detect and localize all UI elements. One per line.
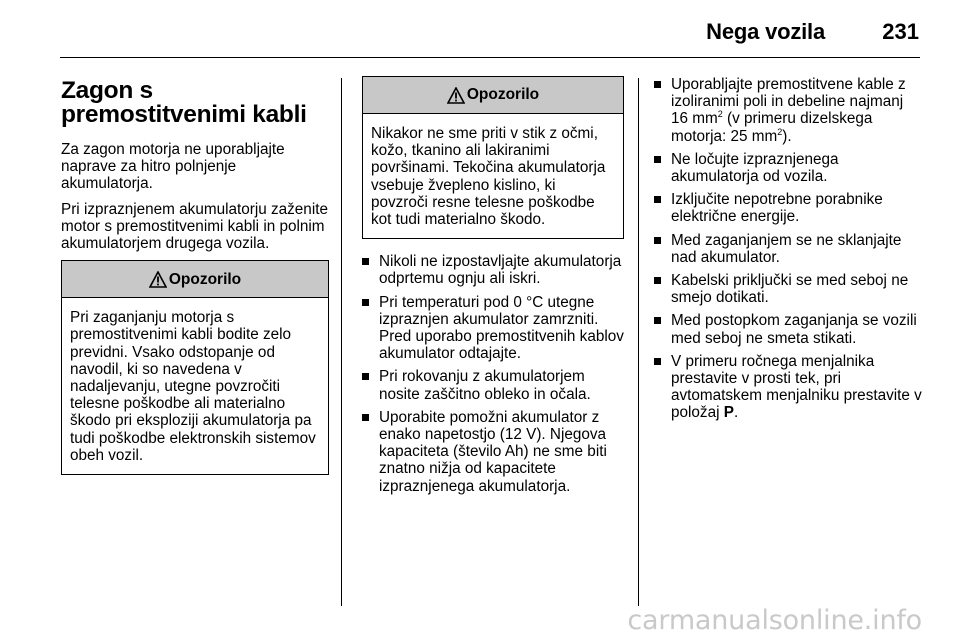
bullet-square-icon (654, 237, 661, 244)
column-left (61, 79, 329, 475)
warning-triangle-icon (447, 87, 465, 104)
bullet-list (654, 76, 924, 422)
bullet-square-icon (362, 299, 369, 306)
warning-text: Pri zaganjanju motorja s premostitvenimi kabli bodite zelo previdni. Vsako odstopanje od navodil, ki so navedena v nadaljevanju, utegne povzročiti telesne poškodbe ali materialno škodo pri eksploziji akumulatorja pa tudi poškodbe elektronskih sistemov obeh vozil. (70, 309, 316, 464)
bullet-square-icon (654, 317, 661, 324)
warning-box (362, 76, 624, 239)
list-item (654, 191, 924, 225)
page-number: 231 (882, 19, 919, 44)
page-header (0, 0, 960, 58)
title-line-1: Zagon s (61, 77, 153, 104)
list-item-text: Med zaganjanjem se ne sklanjajte nad akumulator. (671, 231, 902, 266)
warning-label: Opozorilo (466, 86, 540, 104)
list-item (654, 76, 924, 145)
column-divider-1 (341, 78, 342, 606)
list-item (654, 353, 924, 422)
header-divider (60, 57, 920, 58)
bullet-square-icon (654, 196, 661, 203)
list-item-text: Pri rokovanju z akumulatorjem nosite zaščitno obleko in očala. (379, 368, 591, 403)
list-item (654, 232, 924, 266)
paragraph-instruction: Pri izpraznjenem akumulatorju zaženite motor s premostitvenimi kabli in polnim akumulatorjem drugega vozila. (61, 200, 328, 253)
column-middle (362, 76, 624, 501)
warning-box (61, 260, 329, 475)
warning-header (363, 77, 623, 114)
list-item-text: Ne ločujte izpraznjenega akumulatorja od vozila. (671, 150, 839, 186)
bullet-square-icon (362, 414, 369, 421)
list-item (362, 294, 624, 363)
superscript: 2 (777, 126, 783, 137)
cable-spec-text-3: ). (782, 127, 792, 145)
warning-header (62, 261, 328, 298)
list-item-text: Pri temperaturi pod 0 °C utegne izpraznjen akumulator zamrzniti. Pred uporabo premostitvenih kablov akumulator odtajajte. (379, 293, 624, 363)
paragraph-intro: Za zagon motorja ne uporabljajte naprave za hitro polnjenje akumulatorja. (61, 141, 285, 193)
bullet-square-icon (654, 156, 661, 163)
list-item (654, 272, 924, 306)
bullet-list (362, 253, 624, 495)
list-item (362, 368, 624, 402)
list-item-text: Kabelski priključki se med seboj ne smejo dotikati. (671, 272, 909, 307)
bullet-square-icon (654, 81, 661, 88)
bullet-square-icon (362, 373, 369, 380)
list-item-text: V primeru ročnega menjalnika prestavite v prosti tek, pri avtomatskem menjalniku prestavite v položaj (671, 352, 922, 422)
watermark: carmanualsonline.info (627, 605, 922, 636)
bullet-square-icon (362, 258, 369, 265)
warning-text: Nikakor ne sme priti v stik z očmi, kožo, tkanino ali lakiranimi površinami. Tekočina akumulatorja vsebuje žvepleno kislino, ki povzroči resne telesne poškodbe kot tudi materialno škodo. (371, 125, 606, 229)
warning-label: Opozorilo (168, 270, 242, 288)
column-right (654, 76, 924, 428)
bullet-square-icon (654, 358, 661, 365)
list-item (362, 253, 624, 287)
list-item-text: Uporabite pomožni akumulator z enako napetostjo (12 V). Njegova kapaciteta (število Ah) ne sme biti znatno nižja od kapacitete izpraznjenega akumulatorja. (379, 408, 607, 495)
cable-spec-text-2: (v primeru dizelskega motorja: 25 mm (671, 110, 873, 145)
list-item-text: Izključite nepotrebne porabnike električne energije. (671, 191, 883, 226)
list-item-text: Nikoli ne izpostavljajte akumulatorja odprtemu ognju ali iskri. (379, 253, 622, 288)
bullet-square-icon (654, 277, 661, 284)
cable-spec-text: Uporabljajte premostitvene kable z izoliranimi poli in debeline najmanj 16 mm (671, 76, 906, 128)
page-title (61, 79, 329, 127)
list-item (362, 409, 624, 495)
section-title: Nega vozila (706, 19, 825, 44)
list-item (654, 151, 924, 185)
column-divider-2 (638, 78, 639, 606)
list-item (654, 312, 924, 346)
list-item-text: Med postopkom zaganjanja se vozili med seboj ne smeta stikati. (671, 312, 917, 347)
warning-triangle-icon (149, 271, 167, 288)
superscript: 2 (717, 109, 723, 120)
title-line-2: premostitvenimi kabli (61, 101, 307, 128)
gear-position-p: P (723, 404, 734, 422)
list-item-end: . (733, 404, 739, 422)
